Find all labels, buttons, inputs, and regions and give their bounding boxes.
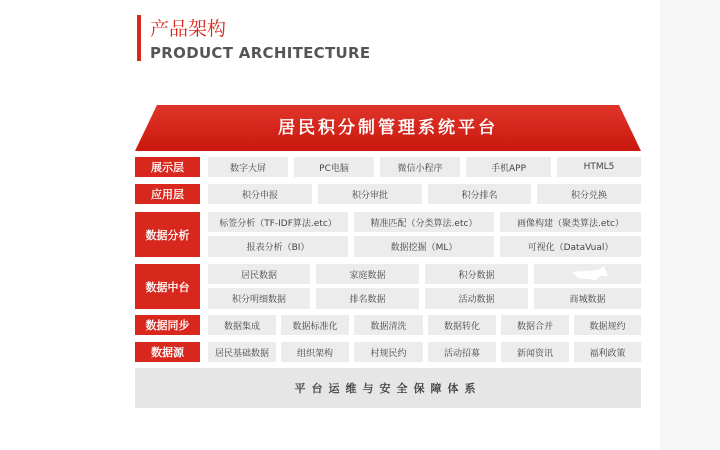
layer-cell: 数据挖掘（ML） — [354, 236, 494, 257]
layer-cell: 数据清洗 — [354, 315, 423, 335]
title-accent-bar — [137, 15, 141, 61]
layer-cell: 积分数据 — [425, 264, 528, 284]
layer-cell: 数据转化 — [428, 315, 496, 335]
layer-cell: 活动招募 — [428, 342, 496, 362]
layer-cell: 新闻资讯 — [501, 342, 569, 362]
section-title: 产品架构 — [150, 18, 227, 40]
layer-label-presentation: 展示层 — [135, 157, 200, 177]
layer-cell: 数据合并 — [501, 315, 569, 335]
layer-cell: 可视化（DataVual） — [500, 236, 641, 257]
layer-cell: HTML5 — [557, 157, 641, 177]
layer-cell: 家庭数据 — [316, 264, 419, 284]
layer-label-analysis: 数据分析 — [135, 212, 200, 257]
platform-title: 居民积分制管理系统平台 — [278, 118, 498, 138]
layer-label-sync: 数据同步 — [135, 315, 200, 335]
layer-cell: 微信小程序 — [380, 157, 460, 177]
layer-label-middle-platform: 数据中台 — [135, 264, 200, 309]
layer-cell: 排名数据 — [316, 288, 419, 309]
layer-cell: 居民基础数据 — [208, 342, 276, 362]
platform-banner — [135, 105, 641, 151]
layer-cell: 数据规约 — [574, 315, 641, 335]
arrow-mark-icon — [570, 266, 610, 282]
layer-cell: 积分审批 — [318, 184, 422, 204]
layer-cell: 居民数据 — [208, 264, 310, 284]
layer-cell: 组织架构 — [281, 342, 349, 362]
layer-cell: 报表分析（BI） — [208, 236, 348, 257]
layer-cell: 村规民约 — [354, 342, 423, 362]
layer-cell: PC电脑 — [294, 157, 374, 177]
layer-cell: 福利政策 — [574, 342, 641, 362]
layer-label-application: 应用层 — [135, 184, 200, 204]
layer-cell: 积分排名 — [428, 184, 531, 204]
background-band — [660, 0, 720, 450]
layer-cell: 积分明细数据 — [208, 288, 310, 309]
layer-cell: 积分申报 — [208, 184, 312, 204]
section-subtitle: PRODUCT ARCHITECTURE — [150, 44, 371, 62]
layer-cell: 画像构建（聚类算法.etc） — [500, 212, 641, 232]
layer-cell: 商城数据 — [534, 288, 641, 309]
operations-security-footer: 平台运维与安全保障体系 — [135, 368, 641, 408]
layer-cell: 数据标准化 — [281, 315, 349, 335]
layer-cell: 活动数据 — [425, 288, 528, 309]
layer-cell: 手机APP — [466, 157, 551, 177]
layer-cell: 积分兑换 — [537, 184, 641, 204]
layer-label-source: 数据源 — [135, 342, 200, 362]
layer-cell: 数字大屏 — [208, 157, 288, 177]
layer-cell: 标签分析（TF-IDF算法.etc） — [208, 212, 348, 232]
layer-cell: 数据集成 — [208, 315, 276, 335]
layer-cell: 精准匹配（分类算法.etc） — [354, 212, 494, 232]
